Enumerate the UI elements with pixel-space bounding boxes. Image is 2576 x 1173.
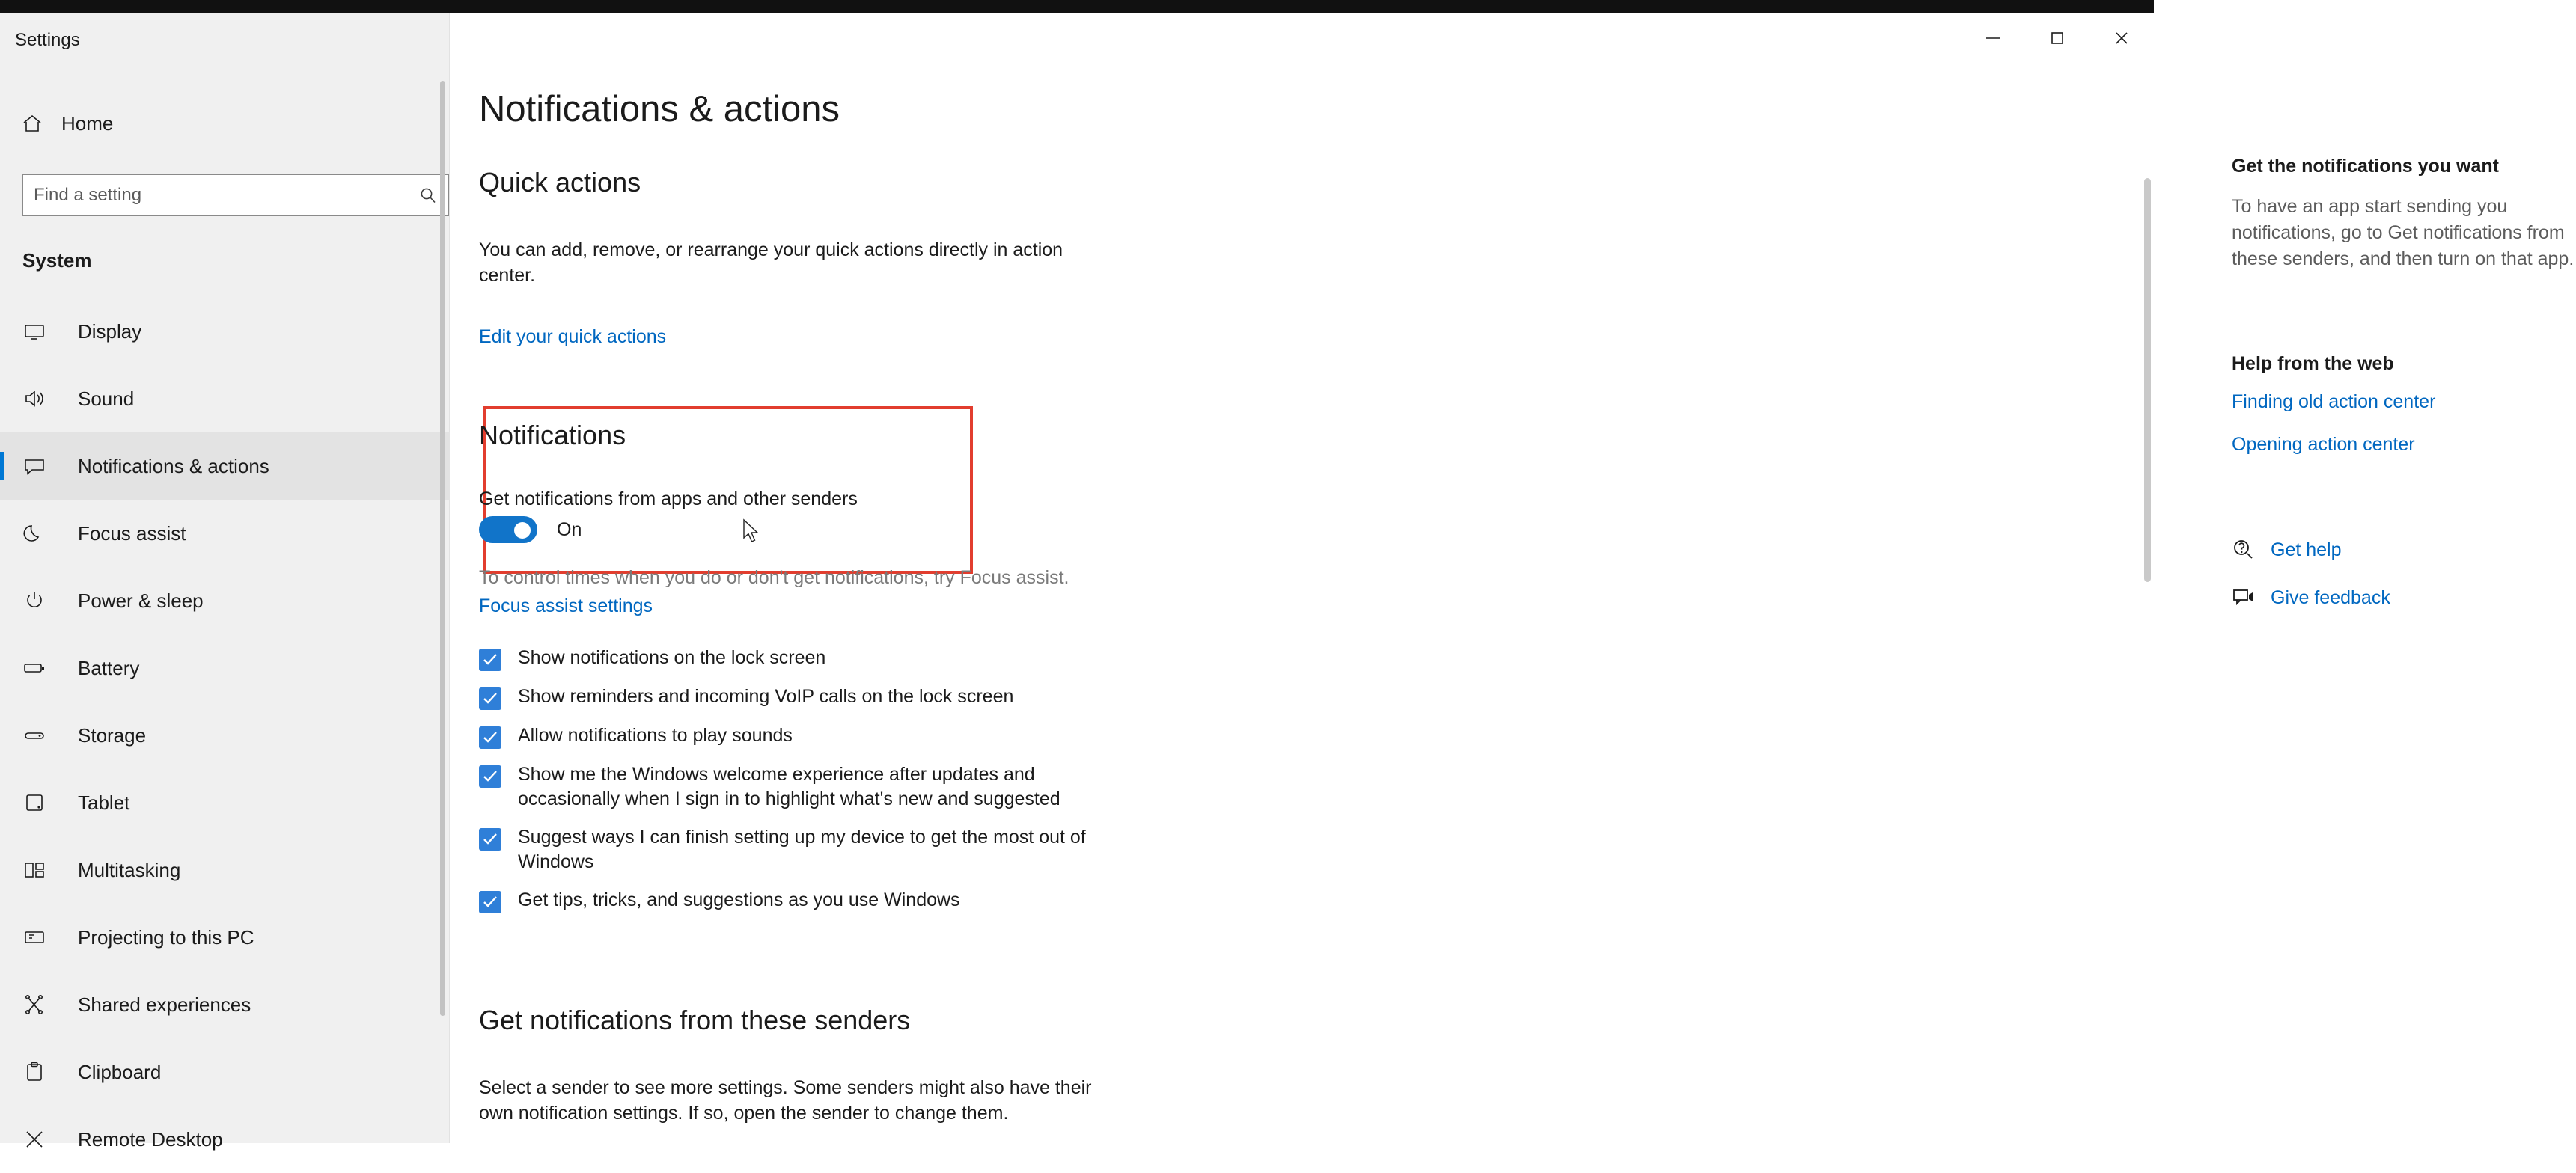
checkbox-checked-icon[interactable] (479, 891, 501, 913)
rail-link-opening-action-center[interactable]: Opening action center (2232, 434, 2415, 455)
checkbox-label: Allow notifications to play sounds (518, 725, 793, 746)
power-icon (22, 589, 78, 613)
sidebar-item-label: Power & sleep (78, 589, 204, 612)
edit-quick-actions-link[interactable]: Edit your quick actions (479, 326, 667, 347)
notifications-toggle[interactable] (479, 516, 537, 543)
remote-desktop-icon (22, 1127, 78, 1151)
checkbox-label: Show reminders and incoming VoIP calls on the lock screen (518, 686, 1014, 707)
sidebar-group-title: System (22, 249, 92, 272)
sidebar-nav (0, 298, 450, 1173)
get-help-label: Get help (2271, 539, 2342, 560)
checkbox-label: Suggest ways I can finish setting up my device to get the most out of Windows (518, 827, 1086, 872)
main-content (451, 13, 2575, 1143)
checkbox-row[interactable] (479, 762, 1302, 812)
notifications-toggle-knob (514, 522, 531, 539)
rail-link-finding-old-action-center[interactable]: Finding old action center (2232, 391, 2436, 412)
checkbox-checked-icon[interactable] (479, 649, 501, 671)
battery-icon (22, 656, 78, 680)
share-icon (22, 993, 78, 1017)
checkbox-row[interactable] (479, 723, 1302, 749)
sidebar-item-home[interactable] (7, 102, 427, 145)
sidebar (0, 13, 450, 1151)
sidebar-item-label: Notifications & actions (78, 454, 269, 477)
sidebar-item-display[interactable] (0, 298, 450, 365)
focus-assist-note: To control times when you do or don't get notifications, try Focus assist. (479, 567, 1069, 588)
sidebar-item-home-label: Home (61, 111, 114, 135)
sidebar-item-label: Focus assist (78, 521, 186, 545)
notifications-heading: Notifications (479, 420, 626, 450)
checkbox-checked-icon[interactable] (479, 765, 501, 788)
sidebar-item-focus-assist[interactable] (0, 500, 450, 567)
search-input[interactable] (23, 175, 408, 215)
notifications-toggle-row (479, 516, 582, 543)
sidebar-item-label: Tablet (78, 791, 130, 814)
rail-text-notifications-you-want: To have an app start sending you notifications, go to Get notifications from these senders, and then turn on that app. (2232, 196, 2575, 269)
give-feedback-button[interactable] (2232, 586, 2576, 610)
checkbox-label: Get tips, tricks, and suggestions as you use Windows (518, 889, 960, 910)
give-feedback-icon (2232, 586, 2271, 610)
sidebar-item-label: Shared experiences (78, 993, 251, 1016)
monitor-icon (22, 319, 78, 343)
rail-actions (2232, 538, 2576, 610)
sidebar-item-label: Remote Desktop (78, 1127, 223, 1151)
notifications-description: Get notifications from apps and other senders (479, 489, 858, 509)
speaker-icon (22, 387, 78, 411)
sidebar-item-label: Clipboard (78, 1060, 162, 1083)
storage-icon (22, 723, 78, 747)
rail-help-from-web (2232, 353, 2576, 456)
senders-heading: Get notifications from these senders (479, 1005, 911, 1035)
sidebar-item-projecting-to-this-pc[interactable] (0, 904, 450, 971)
multitasking-icon (22, 858, 78, 882)
checkbox-row[interactable] (479, 646, 1302, 671)
sidebar-item-remote-desktop[interactable] (0, 1106, 450, 1173)
main-scrollbar-thumb[interactable] (2144, 178, 2151, 582)
senders-description: Select a sender to see more settings. Some senders might also have their own notification settings. If so, open the sender to change them. (479, 1077, 1092, 1124)
checkbox-checked-icon[interactable] (479, 687, 501, 710)
title-bar (0, 0, 2154, 13)
search-box[interactable] (22, 174, 449, 216)
sidebar-item-power-and-sleep[interactable] (0, 567, 450, 634)
app-title: Settings (15, 30, 80, 50)
sidebar-scrollbar[interactable] (440, 81, 445, 1023)
focus-assist-settings-link[interactable]: Focus assist settings (479, 595, 653, 616)
checkbox-checked-icon[interactable] (479, 726, 501, 749)
main-scrollbar[interactable] (2144, 58, 2151, 1106)
sidebar-item-label: Battery (78, 656, 140, 679)
sidebar-item-label: Sound (78, 387, 135, 410)
sidebar-item-shared-experiences[interactable] (0, 971, 450, 1038)
sidebar-item-tablet[interactable] (0, 769, 450, 836)
sidebar-item-sound[interactable] (0, 365, 450, 432)
checkbox-row[interactable] (479, 888, 1302, 913)
checkbox-label: Show notifications on the lock screen (518, 647, 826, 668)
clipboard-icon (22, 1060, 78, 1084)
sidebar-item-multitasking[interactable] (0, 836, 450, 904)
checkbox-row[interactable] (479, 684, 1302, 710)
give-feedback-label: Give feedback (2271, 586, 2390, 608)
get-help-button[interactable] (2232, 538, 2576, 562)
sidebar-item-clipboard[interactable] (0, 1038, 450, 1106)
quick-actions-heading: Quick actions (479, 167, 641, 197)
sidebar-item-storage[interactable] (0, 702, 450, 769)
notification-options-list (479, 646, 1302, 927)
sidebar-scrollbar-thumb[interactable] (440, 81, 445, 1016)
rail-heading-notifications-you-want: Get the notifications you want (2232, 156, 2499, 177)
sidebar-item-label: Storage (78, 723, 147, 747)
sidebar-item-notifications-and-actions[interactable] (0, 432, 450, 500)
checkbox-row[interactable] (479, 825, 1302, 875)
notifications-toggle-state: On (557, 518, 582, 540)
sidebar-item-label: Multitasking (78, 858, 181, 881)
sidebar-item-battery[interactable] (0, 634, 450, 702)
sidebar-item-label: Display (78, 319, 142, 343)
moon-icon (22, 521, 78, 545)
quick-actions-description: You can add, remove, or rearrange your quick actions directly in action center. (479, 239, 1063, 286)
projector-icon (22, 925, 78, 949)
home-icon (21, 112, 61, 135)
rail-heading-help-from-web: Help from the web (2232, 353, 2394, 374)
checkbox-checked-icon[interactable] (479, 828, 501, 851)
right-rail (2232, 156, 2576, 634)
notification-icon (22, 454, 78, 478)
page-title: Notifications & actions (479, 89, 840, 129)
tablet-icon (22, 791, 78, 815)
checkbox-label: Show me the Windows welcome experience after updates and occasionally when I sign in to highlight what's new and suggested (518, 764, 1060, 809)
sidebar-item-label: Projecting to this PC (78, 925, 254, 949)
get-help-icon (2232, 538, 2271, 562)
